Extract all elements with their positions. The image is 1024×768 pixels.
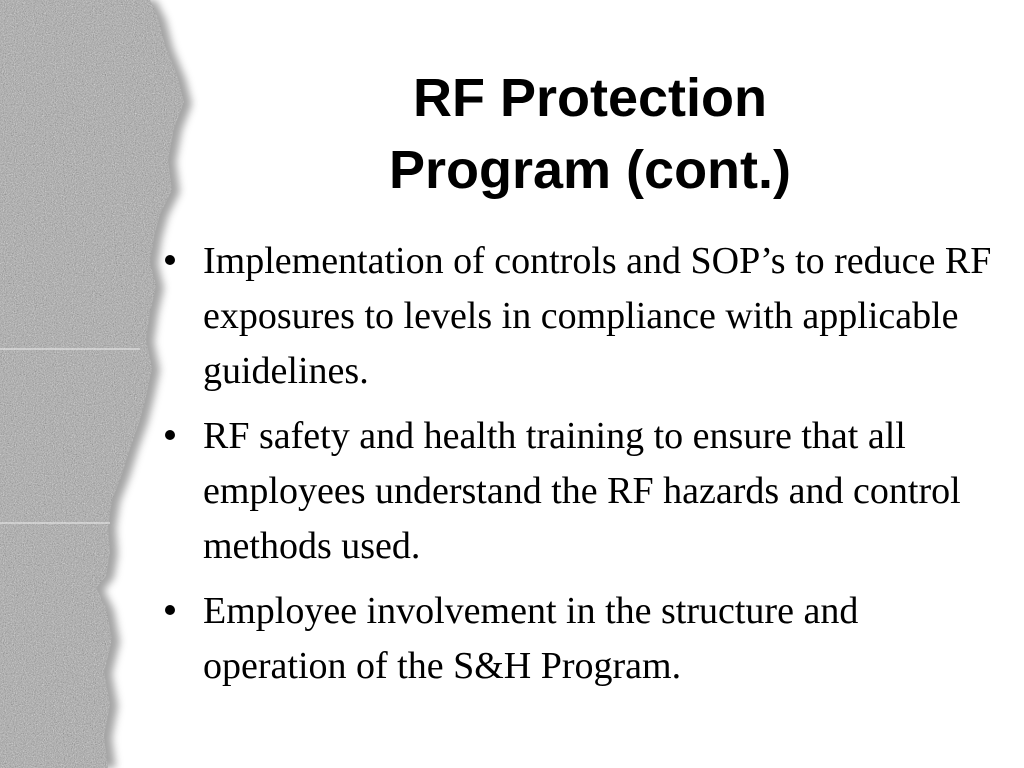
bullet-text: Employee involvement in the structure and operation of the S&H Program. [203,590,859,687]
bullet-dot-icon [165,605,175,615]
slide-title [290,62,890,206]
bullet-text: RF safety and health training to ensure that all employees understand the RF hazards and control methods used. [203,415,961,567]
bullet-list [165,234,1005,704]
bullet-item-controls [165,234,1005,399]
bullet-dot-icon [165,255,175,265]
bullet-item-training [165,409,1005,574]
bullet-text: Implementation of controls and SOP’s to reduce RF exposures to levels in compliance with applicable guidelines. [203,240,992,392]
bullet-item-involvement [165,584,1005,694]
bullet-dot-icon [165,430,175,440]
title-line-1: RF Protection [412,68,767,128]
title-line-2: Program (cont.) [388,140,792,200]
